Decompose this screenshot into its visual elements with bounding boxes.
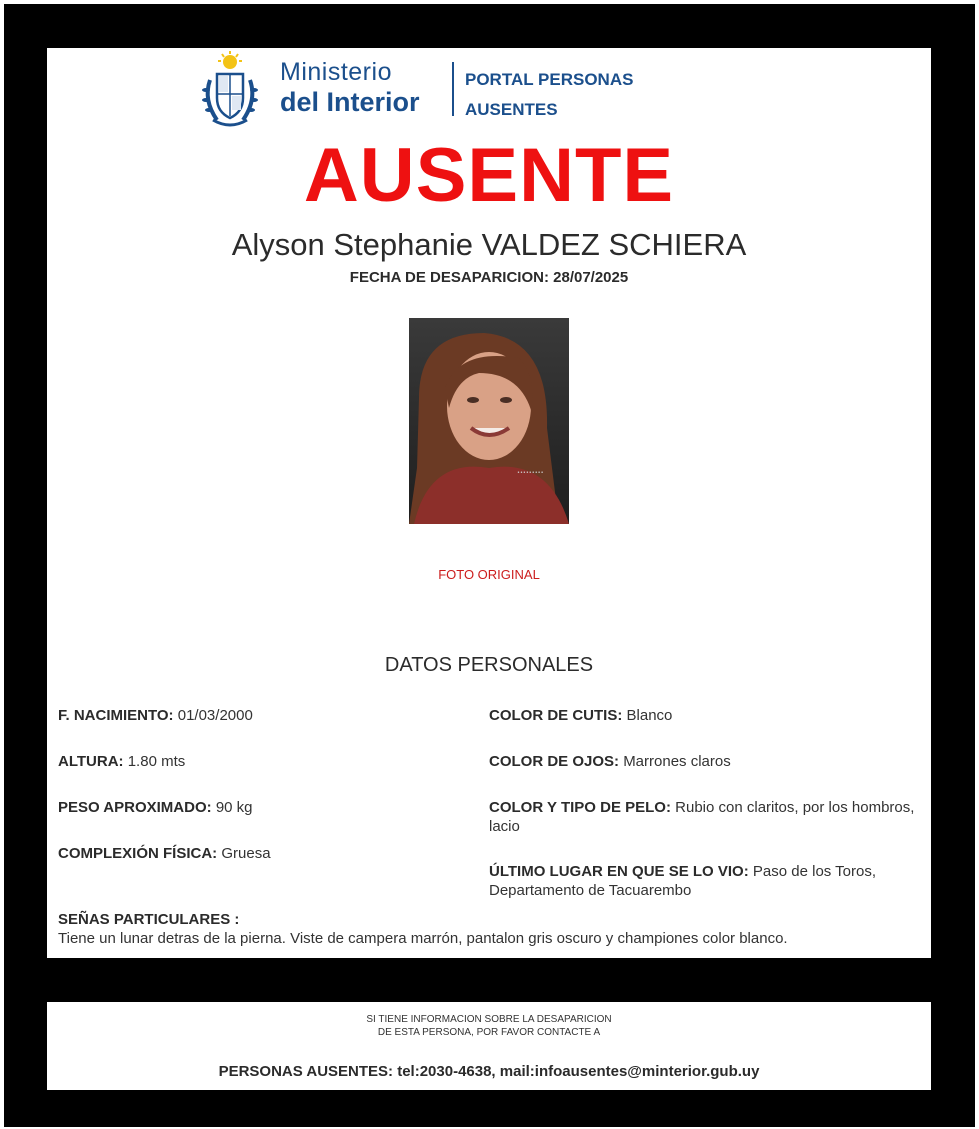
disappearance-date (47, 269, 931, 286)
field-build-label: COMPLEXIÓN FÍSICA: (58, 845, 218, 862)
person-photo (409, 318, 569, 524)
status-headline: AUSENTE (303, 133, 675, 218)
field-weight-label: PESO APROXIMADO: (58, 799, 212, 816)
header-divider (452, 62, 454, 116)
field-hair-label: COLOR Y TIPO DE PELO: (489, 799, 671, 816)
contact-notice-line-1: SI TIENE INFORMACION SOBRE LA DESAPARICION (366, 1014, 612, 1025)
sun-icon (218, 51, 242, 69)
disappearance-date-label: FECHA DE DESAPARICION: (349, 269, 549, 286)
contact-info: PERSONAS AUSENTES: tel:2030-4638, mail:infoausentes@minterior.gub.uy (218, 1063, 760, 1080)
svg-text:•••••••••: ••••••••• (517, 470, 544, 476)
field-birth-label: F. NACIMIENTO: (58, 707, 174, 724)
ministry-line-2: del Interior (280, 87, 420, 117)
contact-footer (47, 1002, 931, 1090)
distinguishing-marks-value: Tiene un lunar detras de la pierna. Viste de campera marrón, pantalon gris oscuro y championes color blanco. (58, 930, 788, 947)
field-height (58, 752, 478, 771)
distinguishing-marks (58, 910, 918, 948)
portal-line-1: PORTAL PERSONAS (465, 70, 634, 89)
section-title: DATOS PERSONALES (384, 654, 594, 676)
field-eyes (489, 752, 919, 771)
field-last-seen (489, 862, 889, 900)
field-skin (489, 706, 919, 725)
uruguay-coat-of-arms-icon (197, 50, 263, 130)
field-last-seen-label: ÚLTIMO LUGAR EN QUE SE LO VIO: (489, 863, 749, 880)
ministry-name (280, 58, 420, 118)
portal-name (465, 65, 633, 125)
contact-notice-line-2: DE ESTA PERSONA, POR FAVOR CONTACTE A (377, 1027, 601, 1038)
field-skin-value: Blanco (626, 707, 673, 724)
field-height-value: 1.80 mts (127, 753, 186, 770)
field-height-label: ALTURA: (58, 753, 124, 770)
person-name: Alyson Stephanie VALDEZ SCHIERA (231, 227, 747, 262)
field-weight-value: 90 kg (215, 799, 253, 816)
field-birth (58, 706, 478, 725)
field-weight (58, 798, 478, 817)
field-build (58, 844, 478, 863)
field-birth-value: 01/03/2000 (177, 707, 253, 724)
distinguishing-marks-label: SEÑAS PARTICULARES : (58, 911, 240, 928)
field-build-value: Gruesa (221, 845, 271, 862)
ministry-line-1: Ministerio (280, 58, 392, 86)
portal-line-2: AUSENTES (465, 100, 558, 119)
field-skin-label: COLOR DE CUTIS: (489, 707, 623, 724)
field-eyes-value: Marrones claros (623, 753, 731, 770)
field-hair (489, 798, 919, 836)
missing-person-poster (47, 48, 931, 958)
field-eyes-label: COLOR DE OJOS: (489, 753, 620, 770)
field-last-seen-value: Paso de los Toros, Departamento de Tacuarembo (489, 863, 877, 899)
field-hair-value: Rubio con claritos, por los hombros, lacio (489, 799, 915, 835)
photo-caption: FOTO ORIGINAL (438, 567, 540, 582)
contact-notice (47, 1002, 931, 1039)
disappearance-date-value: 28/07/2025 (553, 269, 629, 286)
